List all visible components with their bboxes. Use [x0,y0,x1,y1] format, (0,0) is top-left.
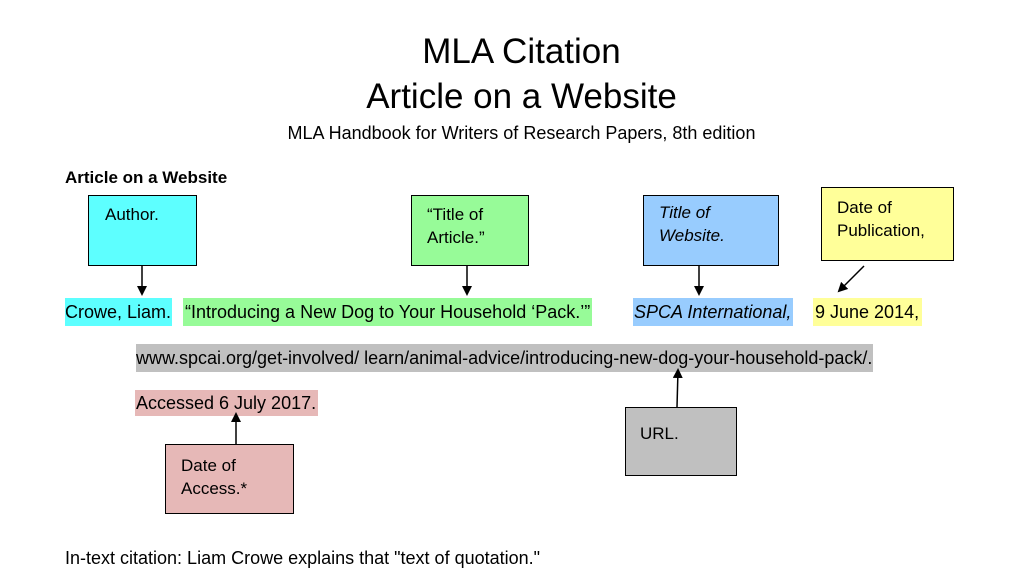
citation-author: Crowe, Liam. [65,298,172,326]
publication-date-label-line-2: Publication, [837,221,925,240]
access-date-label-line-1: Date of [181,456,236,475]
citation-website-title: SPCA International, [633,298,793,326]
author-label-line-1: Author. [105,205,159,224]
url-label-line-1: URL. [640,424,679,443]
page-title-line-2: Article on a Website [366,77,677,116]
access-date-label-line-2: Access.* [181,479,248,498]
citation-publication-date: 9 June 2014, [813,298,922,326]
publication-date-label-line-1: Date of [837,198,892,217]
in-text-citation: In-text citation: Liam Crowe explains that "text of quotation." [65,548,541,568]
article-title-label-line-1: “Title of [427,205,484,224]
section-heading: Article on a Website [65,168,228,187]
citation-access-date: Accessed 6 July 2017. [135,390,318,416]
citation-article-title: “Introducing a New Dog to Your Household ‘Pack.’” [183,298,592,326]
publication-date-arrow [839,266,864,291]
page-title-line-1: MLA Citation [422,32,621,71]
website-title-label-line-1: Title of [659,203,710,222]
website-title-label-line-2: Website. [659,226,725,245]
citation-url: www.spcai.org/get-involved/ learn/animal-advice/introducing-new-dog-your-household-pack/. [136,344,873,372]
url-arrow [677,370,678,407]
page-subtitle: MLA Handbook for Writers of Research Papers, 8th edition [287,123,756,143]
article-title-label-line-2: Article.” [427,228,485,247]
